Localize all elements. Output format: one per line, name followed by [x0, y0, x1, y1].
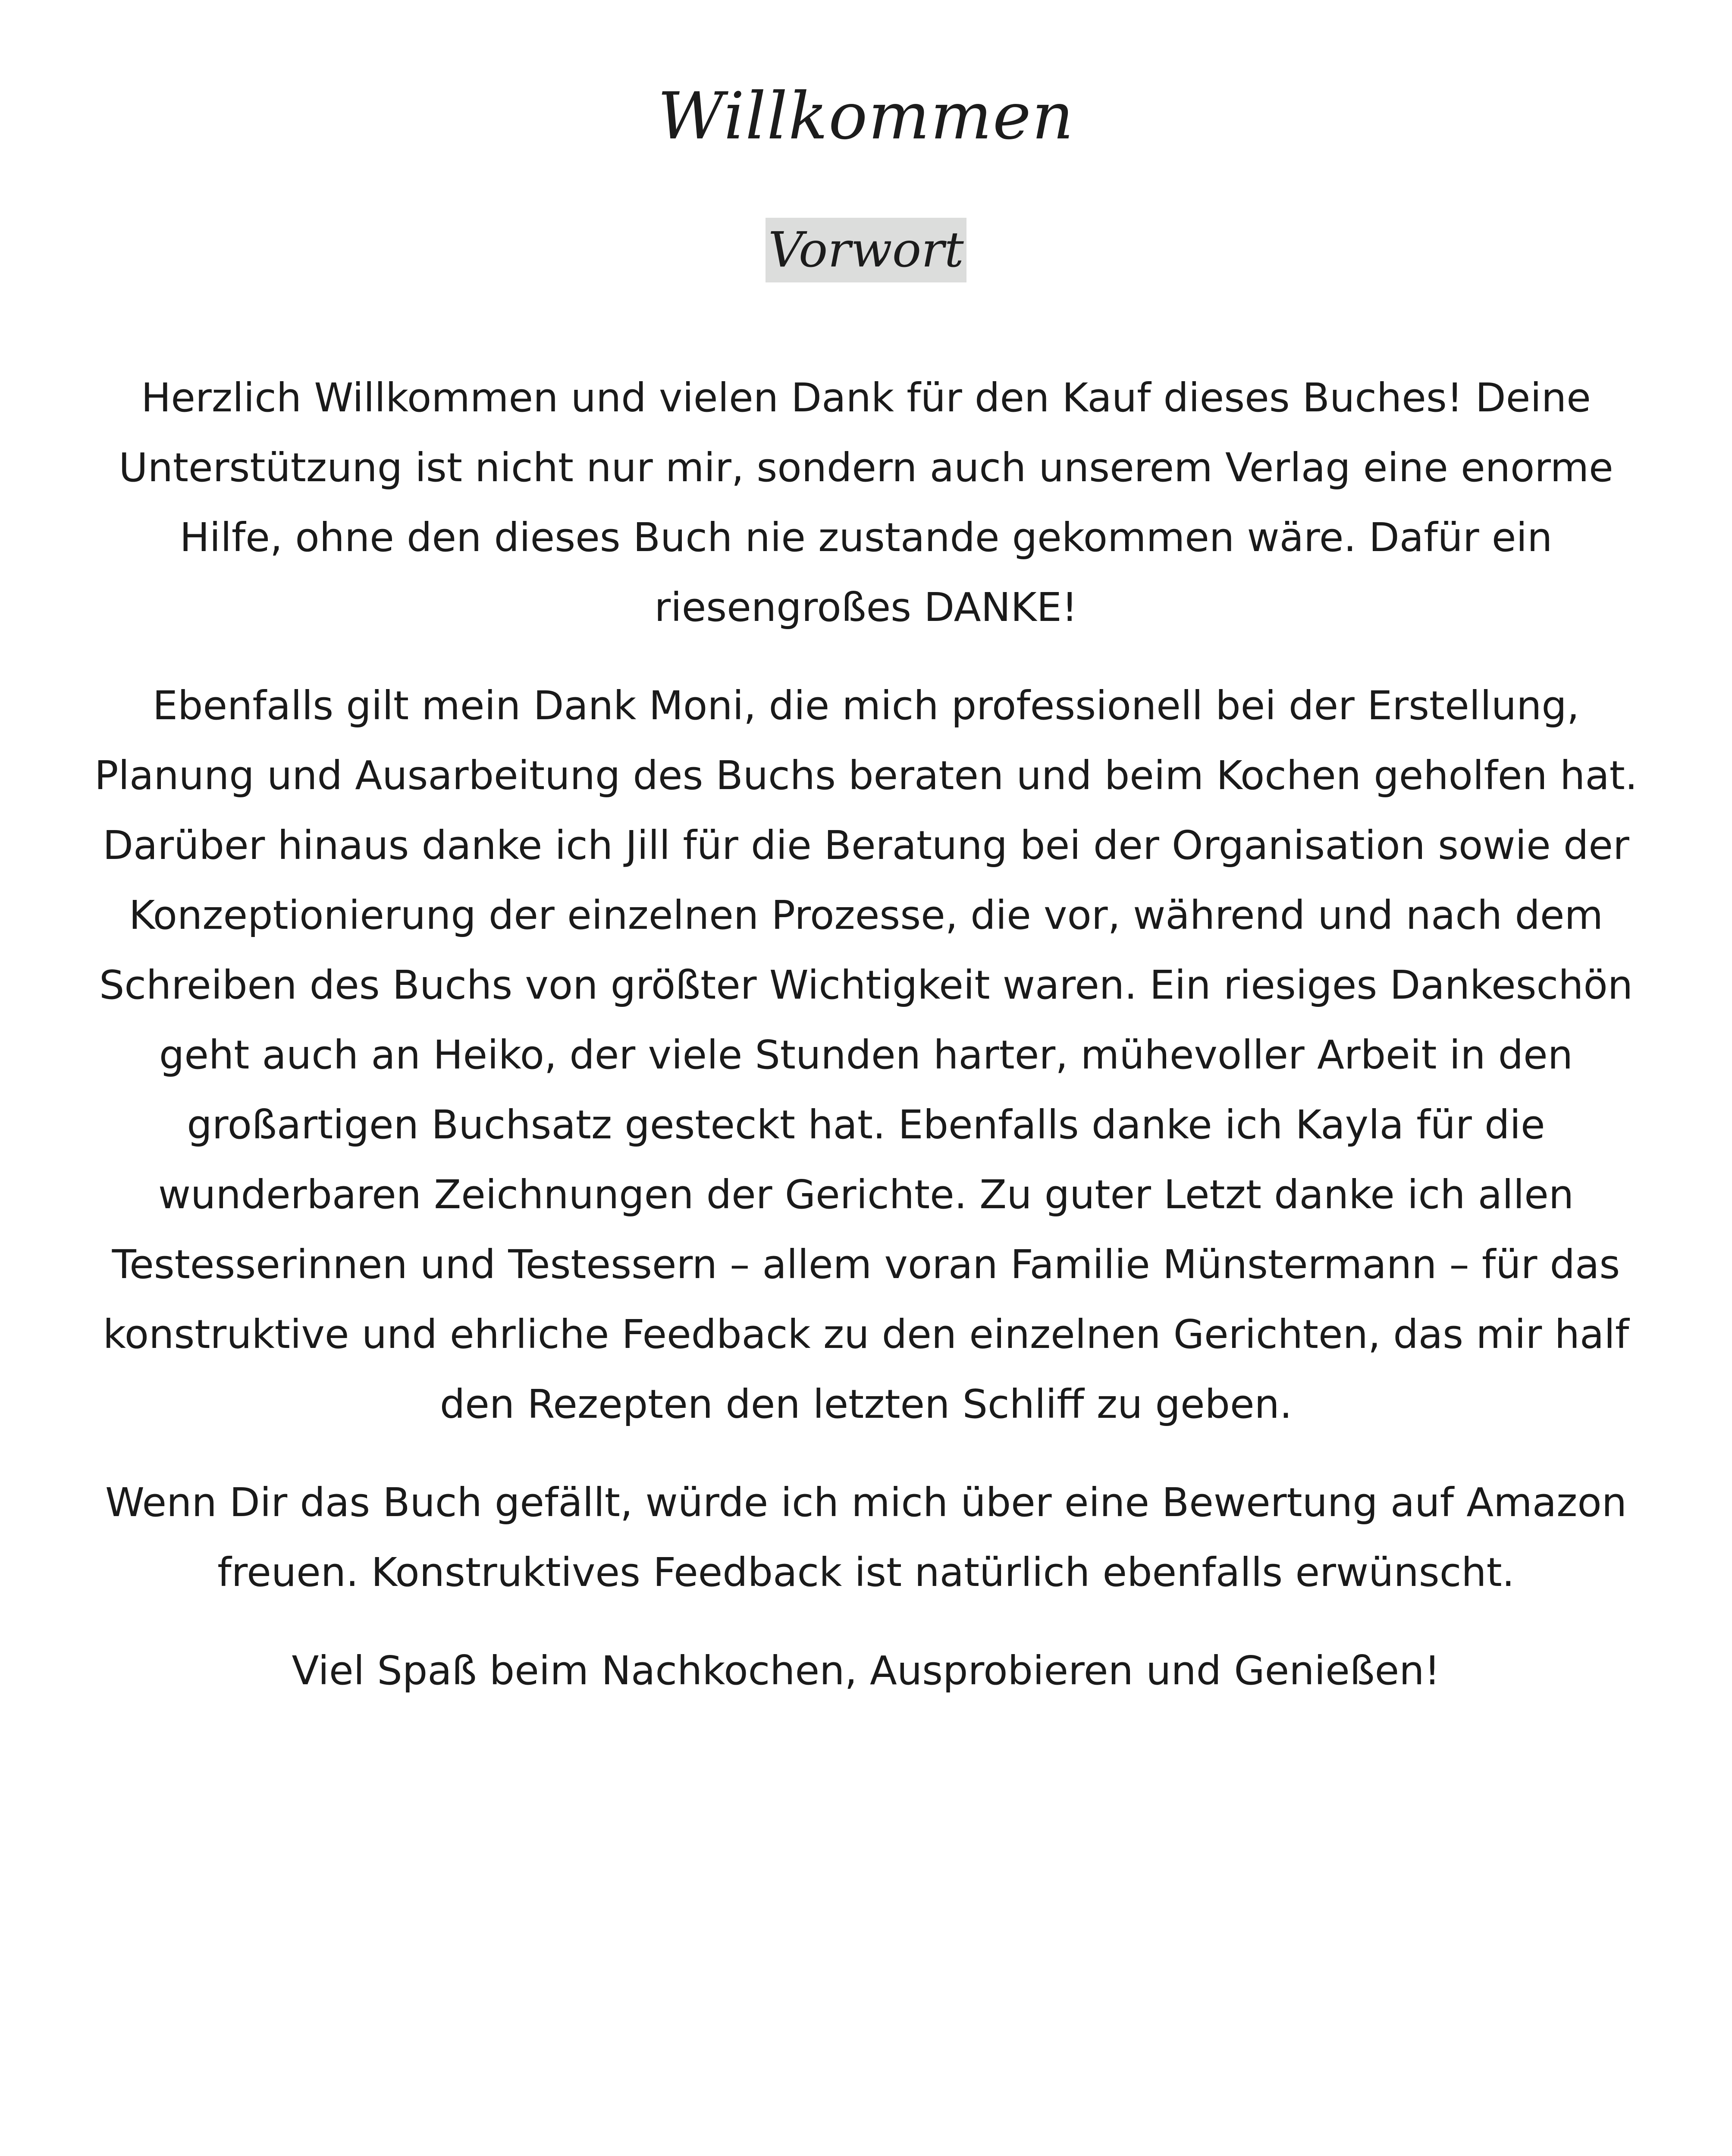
paragraph-closing: Viel Spaß beim Nachkochen, Ausprobieren und Genießen!	[292, 1648, 1440, 1694]
page-title: Willkommen	[657, 79, 1075, 154]
section-subtitle: Vorwort	[766, 218, 966, 282]
body-text	[93, 363, 1639, 1734]
paragraph-thanks-purchase: Herzlich Willkommen und vielen Dank für den Kauf dieses Buches! Deine Unterstützung ist nicht nur mir, sondern auch unserem Verlag eine enorme Hilfe, ohne den dieses Buch nie zustande gekommen wäre. Dafür ein riesengroßes DANKE!	[119, 375, 1613, 630]
paragraph-acknowledgements: Ebenfalls gilt mein Dank Moni, die mich professionell bei der Erstellung, Planung und Ausarbeitung des Buchs beraten und beim Kochen geholfen hat. Darüber hinaus danke ich Jill für die Beratung bei der Organisation sowie der Konzeptionierung der einzelnen Prozesse, die vor, während und nach dem Schreiben des Buchs von größter Wichtigkeit waren. Ein riesiges Dankeschön geht auch an Heiko, der viele Stunden harter, mühevoller Arbeit in den großartigen Buchsatz gesteckt hat. Ebenfalls danke ich Kayla für die wunderbaren Zeichnungen der Gerichte. Zu guter Letzt danke ich allen Testesserinnen und Testessern – allem voran Familie Münstermann – für das konstruktive und ehrliche Feedback zu den einzelnen Gerichten, das mir half den Rezepten den letzten Schliff zu geben.	[94, 683, 1638, 1427]
subtitle-container	[0, 218, 1732, 282]
paragraph-review-request: Wenn Dir das Buch gefällt, würde ich mich über eine Bewertung auf Amazon freuen. Konstruktives Feedback ist natürlich ebenfalls erwünscht.	[105, 1479, 1627, 1595]
